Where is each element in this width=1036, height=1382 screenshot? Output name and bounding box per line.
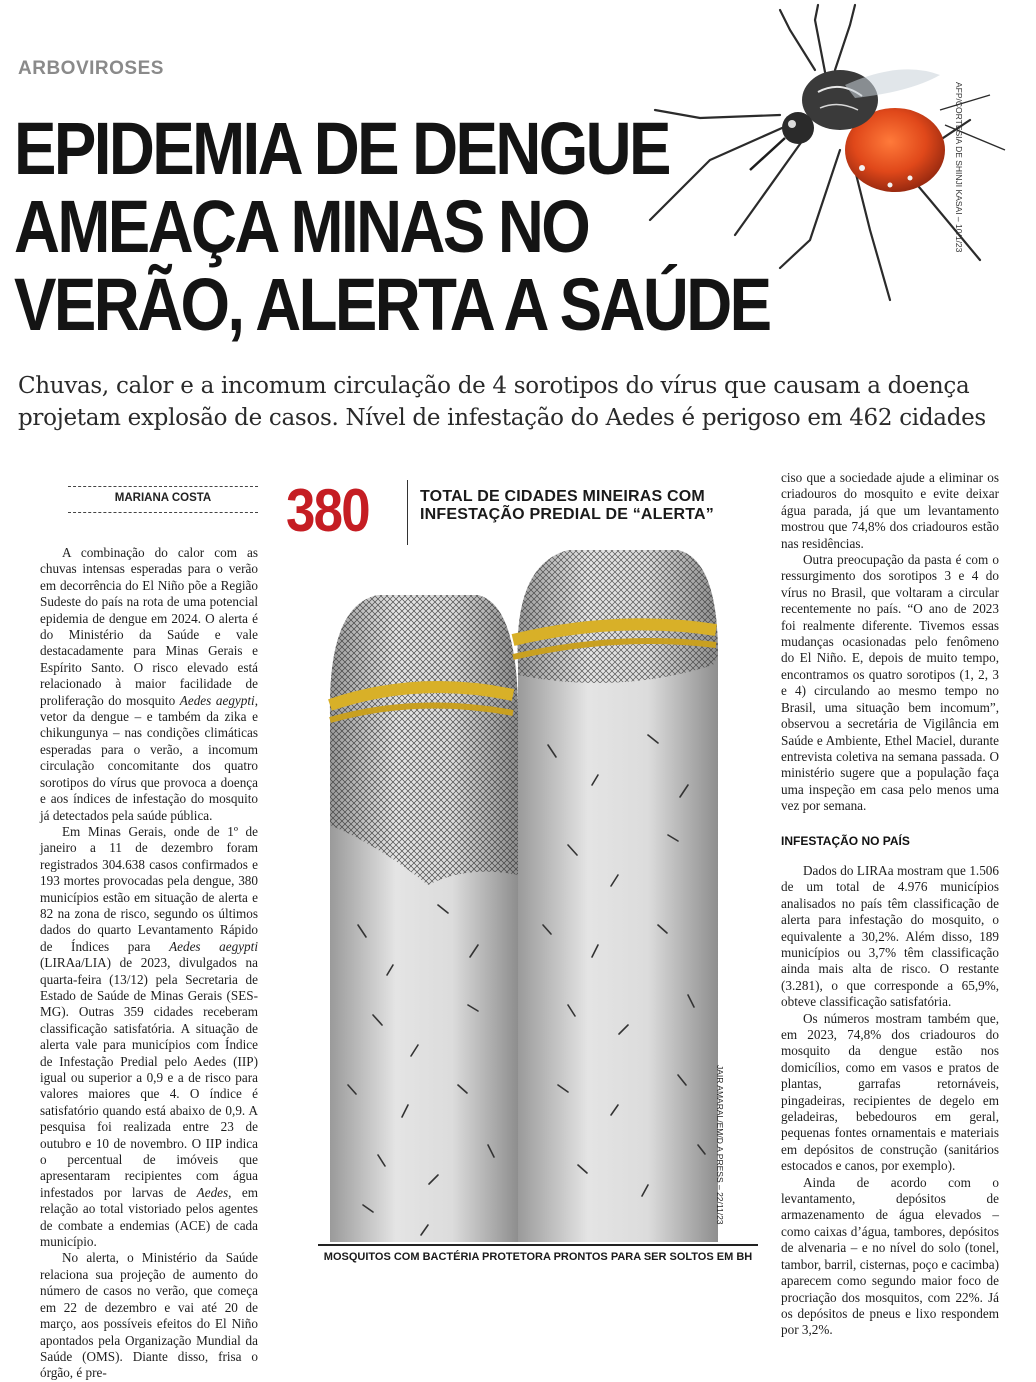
article-paragraph: Os números mostram também que, em 2023, 74,8% dos criadouros do mosquito da dengue estão nos domicílios, como em vasos e pratos de plantas, garrafas retornáveis, pingadeiras, recipientes de degelo em geladeiras, bebedouros em geral, pequenas fontes ornamentais e materiais em depósitos de construção (sanitários estocados e canos, por exemplo). [781, 1010, 999, 1174]
headline-line: AMEAÇA MINAS NO [14, 185, 589, 268]
photo-caption: MOSQUITOS COM BACTÉRIA PROTETORA PRONTOS PARA SER SOLTOS EM BH [323, 1251, 753, 1263]
byline-rule [68, 512, 258, 513]
highlight-divider [407, 480, 408, 548]
highlight-number: 380 [286, 477, 369, 544]
article-paragraph: Dados do LIRAa mostram que 1.506 de um total de 4.976 municípios analisados no país têm classificação de alerta para infestação do mosquito, o equivalente a 30,2%. Além disso, 189 municípios ou 3,7% têm classificação ainda mais alta de risco. O restante (3.281), o que corresponde a 65,9%, obteve classificação satisfatória. [781, 862, 999, 1010]
mosquito-tubes-photo [318, 545, 758, 1242]
article-paragraph: Outra preocupação da pasta é com o ressurgimento dos sorotipos 3 e 4 do vírus no Brasil, que voltaram a circular recentemente no país. “O ano de 2023 foi realmente diferente. Tivemos essas mudanças ocasionadas pelo fenômeno do El Niño. E, depois de muito tempo, encontramos os quatro sorotipos (1, 2, 3 e 4) circulando ao mesmo tempo no Brasil, uma situação bem incomum”, observou a secretária de Vigilância em Saúde e Ambiente, Ethel Maciel, durante entrevista coletiva na semana passada. O ministério sugere que a população faça uma inspeção em casa pelo menos uma vez por semana. [781, 552, 999, 814]
article-paragraph: A combinação do calor com as chuvas intensas esperadas para o verão em decorrência do El Niño põe a Região Sudeste do país na rota de uma potencial epidemia de dengue em 2024. O alerta é do Ministério da Saúde e vale destacadamente para Minas Gerais e Espírito Santo. O risco elevado está relacionado à maior facilidade de proliferação do mosquito Aedes aegypti, vetor da dengue – e também da zika e chikungunya – nas condições climáticas esperadas para o verão, a incomum circulação concomitante dos quatro sorotipos do vírus que provoca a doença e aos índices de infestação do mosquito já detectados pela saúde pública. [40, 545, 258, 823]
caption-rule [318, 1244, 758, 1246]
headline [14, 107, 770, 346]
photo-credit: JAIR AMARAL/EM/D.A PRESS – 22/11/23 [715, 1065, 725, 1225]
subheadline-line: projetam explosão de casos. Nível de infestação do Aedes é perigoso em 462 cidades [18, 405, 986, 431]
section-kicker: ARBOVIROSES [18, 58, 164, 79]
section-subheading: INFESTAÇÃO NO PAÍS [781, 833, 910, 848]
highlight-label: TOTAL DE CIDADES MINEIRAS COM INFESTAÇÃO PREDIAL DE “ALERTA” [420, 488, 715, 523]
article-paragraph: Ainda de acordo com o levantamento, depósitos de armazenamento de água elevados – como caixas d’água, tambores, depósitos de alvenaria – e no nível do solo (tonel, tambor, barril, cisternas, poço e cacimba) aparecem como segundo maior foco de procriação dos mosquitos, com 22%. Já os depósitos de pneus e lixo respondem por 3,2%. [781, 1174, 999, 1338]
article-column-3 [781, 470, 999, 1338]
subheadline [18, 370, 1028, 434]
article-paragraph: Em Minas Gerais, onde de 1º de janeiro a 11 de dezembro foram registrados 304.638 casos confirmados e 193 mortes provocadas pela dengue, 380 municípios estão em situação de alerta e 82 na zona de risco, segundo os últimos dados do quarto Levantamento Rápido de Índices para Aedes aegypti (LIRAa/LIA) de 2023, divulgados na quarta-feira (13/12) pela Secretaria de Estado de Saúde de Minas Gerais (SES-MG). Outras 359 cidades receberam classificação satisfatória. A situação de alerta vale para municípios com Índice de Infestação Predial pelo Aedes (IIP) igual ou superior a 0,9 e a de risco para valores maiores que 4. O índice é satisfatório quando está abaixo de 0,9. A pesquisa foi realizada entre 23 de outubro e 10 de novembro. O IIP indica o percentual de imóveis que apresentaram recipientes com água infestados por larvas de Aedes, em relação ao total vistoriado pelos agentes de combate a endemias (ACE) de cada município. [40, 823, 258, 1250]
article-column-1 [40, 545, 258, 1381]
byline: MARIANA COSTA [114, 492, 212, 504]
byline-rule [68, 486, 258, 487]
subheadline-line: Chuvas, calor e a incomum circulação de 4 sorotipos do vírus que causam a doença [18, 373, 970, 399]
photo-credit: AFP/CORTESIA DE SHINJI KASAI – 10/1/23 [954, 82, 964, 253]
article-paragraph: No alerta, o Ministério da Saúde relaciona sua projeção de aumento do número de casos no verão, que começa em 22 de dezembro e vai até 20 de março, aos possíveis efeitos do El Niño apontados pela Organização Mundial da Saúde (OMS). Diante disso, frisa o órgão, é pre- [40, 1250, 258, 1381]
headline-line: VERÃO, ALERTA A SAÚDE [14, 263, 770, 346]
headline-line: EPIDEMIA DE DENGUE [14, 107, 669, 190]
article-paragraph: ciso que a sociedade ajude a eliminar os criadouros do mosquito e evite deixar água parada, já que um levantamento mostrou que 74,8% dos criadouros estão nas residências. [781, 470, 999, 551]
